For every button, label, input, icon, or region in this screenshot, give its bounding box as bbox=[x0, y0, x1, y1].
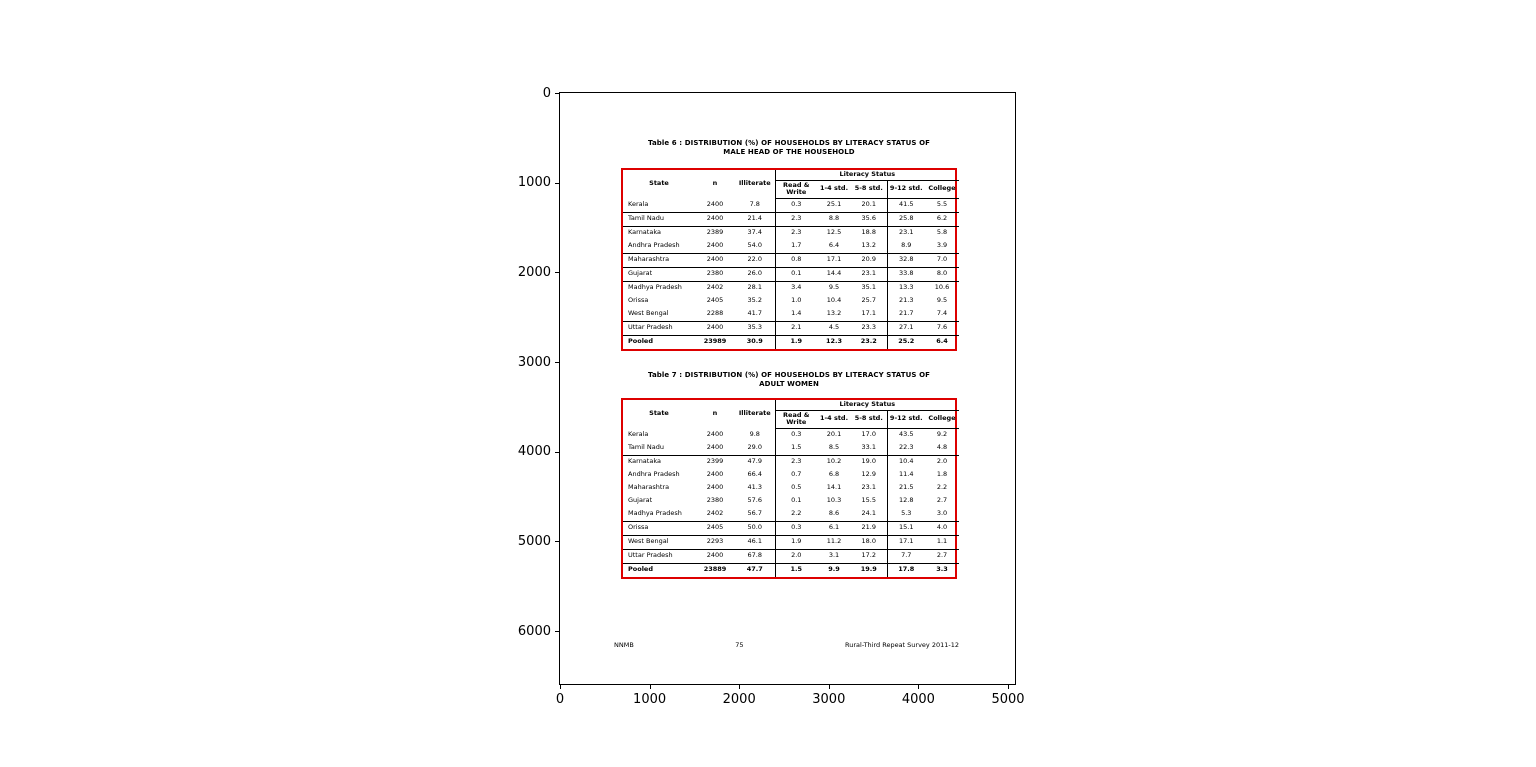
page-footer bbox=[614, 641, 959, 649]
y-tick-mark bbox=[555, 631, 560, 632]
y-tick-mark bbox=[555, 93, 560, 94]
state-name-cell: Andhra Pradesh bbox=[623, 240, 695, 254]
value-cell: 11.2 bbox=[817, 535, 851, 549]
column-header: State bbox=[649, 409, 669, 418]
value-cell: 23.2 bbox=[860, 337, 877, 346]
table7 bbox=[623, 400, 959, 576]
value-cell: 10.4 bbox=[887, 455, 925, 469]
state-row bbox=[623, 212, 959, 226]
column-header: Read & Write bbox=[775, 180, 817, 198]
value-cell: 6.4 bbox=[936, 337, 948, 346]
value-cell: 66.4 bbox=[747, 470, 762, 479]
y-tick-label: 3000 bbox=[517, 354, 551, 370]
pooled-row bbox=[623, 335, 959, 349]
state-name-cell: Pooled bbox=[628, 337, 653, 346]
value-cell: 2402 bbox=[706, 283, 724, 292]
value-cell: 17.2 bbox=[851, 549, 887, 563]
state-name-cell: West Bengal bbox=[623, 308, 695, 322]
footer-page-number: 75 bbox=[735, 641, 744, 649]
column-header: 5-8 std. bbox=[851, 410, 887, 428]
table6-title-line2: MALE HEAD OF THE HOUSEHOLD bbox=[723, 148, 855, 157]
value-cell: 27.1 bbox=[887, 321, 925, 335]
value-cell: 30.9 bbox=[746, 337, 763, 346]
state-name-cell: Karnataka bbox=[628, 228, 661, 237]
value-cell: 1.5 bbox=[775, 563, 817, 577]
value-cell: 2400 bbox=[706, 483, 724, 492]
value-cell: 9.5 bbox=[936, 296, 948, 305]
pooled-row bbox=[623, 563, 959, 577]
value-cell: 1.5 bbox=[775, 442, 817, 456]
state-row bbox=[623, 508, 959, 522]
value-cell: 23.1 bbox=[851, 267, 887, 281]
value-cell: 13.3 bbox=[887, 281, 925, 295]
value-cell: 9.5 bbox=[828, 283, 840, 292]
value-cell: 13.2 bbox=[851, 240, 887, 254]
table6-red-border bbox=[621, 168, 957, 350]
y-tick-label: 4000 bbox=[517, 444, 551, 460]
value-cell: 47.9 bbox=[747, 457, 762, 466]
column-header: 9-12 std. bbox=[887, 410, 925, 428]
value-cell: 1.7 bbox=[775, 240, 817, 254]
state-row bbox=[623, 521, 959, 535]
value-cell: 15.1 bbox=[887, 521, 925, 535]
column-header: College bbox=[925, 180, 959, 198]
x-tick-label: 0 bbox=[555, 692, 565, 707]
value-cell: 35.6 bbox=[851, 212, 887, 226]
state-row bbox=[623, 482, 959, 495]
state-row bbox=[623, 321, 959, 335]
value-cell: 2380 bbox=[706, 496, 724, 505]
value-cell: 46.1 bbox=[735, 535, 775, 549]
column-header: 1-4 std. bbox=[817, 410, 851, 428]
state-row bbox=[623, 535, 959, 549]
state-row bbox=[623, 549, 959, 563]
state-name-cell: Gujarat bbox=[623, 267, 695, 281]
value-cell: 2293 bbox=[695, 535, 735, 549]
state-row bbox=[623, 253, 959, 267]
state-name-cell: Karnataka bbox=[628, 457, 661, 466]
table6-block bbox=[621, 139, 957, 351]
value-cell: 18.8 bbox=[861, 228, 876, 237]
column-header: n bbox=[712, 409, 718, 418]
footer-left: NNMB bbox=[614, 641, 634, 649]
value-cell: 23.1 bbox=[887, 226, 925, 240]
x-tick-mark bbox=[650, 684, 651, 689]
state-name-cell: Maharashtra bbox=[628, 483, 670, 492]
state-name-cell: Orissa bbox=[623, 521, 695, 535]
literacy-status-group-header: Literacy Status bbox=[775, 170, 959, 180]
value-cell: 2.1 bbox=[775, 321, 817, 335]
value-cell: 2.3 bbox=[775, 212, 817, 226]
value-cell: 13.2 bbox=[817, 308, 851, 322]
value-cell: 7.0 bbox=[925, 253, 959, 267]
state-row bbox=[623, 495, 959, 508]
state-name-cell: Uttar Pradesh bbox=[623, 549, 695, 563]
value-cell: 15.5 bbox=[861, 496, 876, 505]
value-cell: 2.0 bbox=[936, 457, 948, 466]
state-name-cell: Andhra Pradesh bbox=[628, 470, 680, 479]
x-tick-mark bbox=[560, 684, 561, 689]
value-cell: 21.5 bbox=[887, 482, 925, 495]
value-cell: 25.2 bbox=[887, 335, 925, 349]
state-row bbox=[623, 308, 959, 322]
state-name-cell: Orissa bbox=[628, 296, 649, 305]
value-cell: 2400 bbox=[695, 240, 735, 254]
state-row bbox=[623, 267, 959, 281]
value-cell: 17.1 bbox=[817, 253, 851, 267]
value-cell: 2400 bbox=[706, 470, 724, 479]
value-cell: 14.4 bbox=[817, 267, 851, 281]
value-cell: 7.6 bbox=[925, 321, 959, 335]
state-name-cell: Gujarat bbox=[628, 496, 653, 505]
value-cell: 2.0 bbox=[775, 549, 817, 563]
value-cell: 56.7 bbox=[735, 508, 775, 522]
value-cell: 5.3 bbox=[887, 508, 925, 522]
value-cell: 2288 bbox=[695, 308, 735, 322]
value-cell: 6.1 bbox=[817, 521, 851, 535]
x-tick-label: 4000 bbox=[901, 692, 935, 707]
value-cell: 10.2 bbox=[826, 457, 842, 466]
table6-title bbox=[621, 139, 957, 157]
y-tick-mark bbox=[555, 272, 560, 273]
value-cell: 0.1 bbox=[775, 267, 817, 281]
value-cell: 14.1 bbox=[826, 483, 842, 492]
y-tick-label: 5000 bbox=[517, 533, 551, 549]
value-cell: 57.6 bbox=[747, 496, 762, 505]
value-cell: 2400 bbox=[695, 549, 735, 563]
value-cell: 35.1 bbox=[861, 283, 876, 292]
value-cell: 10.6 bbox=[934, 283, 950, 292]
y-tick-mark bbox=[555, 452, 560, 453]
column-header: Illiterate bbox=[738, 409, 771, 418]
plot-area bbox=[517, 85, 1025, 707]
value-cell: 20.1 bbox=[826, 430, 842, 439]
value-cell: 0.5 bbox=[775, 482, 817, 495]
value-cell: 6.8 bbox=[828, 470, 840, 479]
state-name-cell: Madhya Pradesh bbox=[623, 508, 695, 522]
state-name-cell: Pooled bbox=[628, 565, 653, 574]
value-cell: 2.2 bbox=[775, 508, 817, 522]
value-cell: 9.8 bbox=[749, 430, 760, 439]
value-cell: 5.5 bbox=[925, 198, 959, 212]
value-cell: 0.1 bbox=[775, 495, 817, 508]
value-cell: 4.0 bbox=[925, 521, 959, 535]
value-cell: 23889 bbox=[703, 565, 727, 574]
value-cell: 11.4 bbox=[887, 469, 925, 482]
value-cell: 2.2 bbox=[936, 483, 948, 492]
value-cell: 37.4 bbox=[747, 228, 762, 237]
value-cell: 4.8 bbox=[925, 442, 959, 456]
value-cell: 21.3 bbox=[887, 295, 925, 308]
y-tick-label: 0 bbox=[542, 85, 551, 101]
value-cell: 23.1 bbox=[861, 483, 876, 492]
value-cell: 12.5 bbox=[826, 228, 842, 237]
y-tick-label: 2000 bbox=[517, 264, 551, 280]
value-cell: 25.8 bbox=[887, 212, 925, 226]
y-tick-label: 1000 bbox=[517, 175, 551, 191]
value-cell: 2405 bbox=[706, 296, 724, 305]
table7-title bbox=[621, 371, 957, 389]
state-row bbox=[623, 226, 959, 240]
value-cell: 2.7 bbox=[925, 549, 959, 563]
state-name-cell: West Bengal bbox=[623, 535, 695, 549]
state-name-cell: Tamil Nadu bbox=[623, 442, 695, 456]
value-cell: 2400 bbox=[706, 430, 724, 439]
value-cell: 4.5 bbox=[817, 321, 851, 335]
state-row bbox=[623, 281, 959, 295]
value-cell: 1.8 bbox=[936, 470, 948, 479]
column-header: 1-4 std. bbox=[817, 180, 851, 198]
value-cell: 47.7 bbox=[746, 565, 763, 574]
value-cell: 12.8 bbox=[887, 495, 925, 508]
value-cell: 22.3 bbox=[887, 442, 925, 456]
x-tick-mark bbox=[918, 684, 919, 689]
value-cell: 20.9 bbox=[851, 253, 887, 267]
state-name-cell: Kerala bbox=[623, 198, 695, 212]
value-cell: 35.2 bbox=[747, 296, 762, 305]
value-cell: 0.3 bbox=[775, 428, 817, 442]
value-cell: 6.2 bbox=[925, 212, 959, 226]
value-cell: 2402 bbox=[695, 508, 735, 522]
value-cell: 19.0 bbox=[861, 457, 876, 466]
value-cell: 17.1 bbox=[887, 535, 925, 549]
value-cell: 1.4 bbox=[775, 308, 817, 322]
value-cell: 8.0 bbox=[925, 267, 959, 281]
value-cell: 8.8 bbox=[817, 212, 851, 226]
y-tick-mark bbox=[555, 541, 560, 542]
value-cell: 0.3 bbox=[775, 198, 817, 212]
column-header: State bbox=[649, 179, 669, 188]
value-cell: 2.3 bbox=[775, 455, 817, 469]
state-row bbox=[623, 295, 959, 308]
table7-title-line1: Table 7 : DISTRIBUTION (%) OF HOUSEHOLDS BY LITERACY STATUS OF bbox=[647, 371, 931, 379]
state-row bbox=[623, 198, 959, 212]
value-cell: 18.0 bbox=[851, 535, 887, 549]
value-cell: 25.7 bbox=[861, 296, 876, 305]
value-cell: 3.0 bbox=[925, 508, 959, 522]
value-cell: 3.1 bbox=[817, 549, 851, 563]
column-header: Illiterate bbox=[738, 179, 771, 188]
state-row bbox=[623, 455, 959, 469]
value-cell: 35.3 bbox=[735, 321, 775, 335]
value-cell: 23989 bbox=[703, 337, 727, 346]
y-tick-mark bbox=[555, 183, 560, 184]
x-tick-label: 3000 bbox=[812, 692, 846, 707]
value-cell: 0.8 bbox=[775, 253, 817, 267]
state-row bbox=[623, 442, 959, 456]
x-tick-label: 1000 bbox=[633, 692, 667, 707]
value-cell: 2400 bbox=[695, 253, 735, 267]
value-cell: 3.9 bbox=[925, 240, 959, 254]
value-cell: 7.8 bbox=[735, 198, 775, 212]
value-cell: 2.3 bbox=[775, 226, 817, 240]
value-cell: 2.7 bbox=[936, 496, 948, 505]
state-name-cell: Kerala bbox=[628, 430, 649, 439]
value-cell: 25.1 bbox=[817, 198, 851, 212]
value-cell: 22.0 bbox=[735, 253, 775, 267]
value-cell: 33.1 bbox=[851, 442, 887, 456]
value-cell: 10.3 bbox=[826, 496, 842, 505]
value-cell: 2400 bbox=[695, 212, 735, 226]
value-cell: 6.4 bbox=[817, 240, 851, 254]
footer-right: Rural-Third Repeat Survey 2011-12 bbox=[845, 641, 959, 649]
x-tick-label: 5000 bbox=[991, 692, 1025, 707]
value-cell: 12.9 bbox=[861, 470, 876, 479]
value-cell: 7.4 bbox=[925, 308, 959, 322]
value-cell: 50.0 bbox=[735, 521, 775, 535]
value-cell: 0.3 bbox=[775, 521, 817, 535]
value-cell: 10.4 bbox=[826, 296, 842, 305]
value-cell: 7.7 bbox=[887, 549, 925, 563]
x-tick-label: 2000 bbox=[722, 692, 756, 707]
column-header: Read & Write bbox=[775, 410, 817, 428]
value-cell: 28.1 bbox=[747, 283, 762, 292]
value-cell: 12.3 bbox=[825, 337, 843, 346]
value-cell: 1.1 bbox=[925, 535, 959, 549]
value-cell: 17.0 bbox=[861, 430, 876, 439]
value-cell: 1.9 bbox=[775, 335, 817, 349]
value-cell: 21.7 bbox=[887, 308, 925, 322]
value-cell: 2399 bbox=[706, 457, 724, 466]
value-cell: 20.1 bbox=[851, 198, 887, 212]
value-cell: 32.8 bbox=[887, 253, 925, 267]
state-row bbox=[623, 428, 959, 442]
value-cell: 5.8 bbox=[936, 228, 948, 237]
column-header: 9-12 std. bbox=[887, 180, 925, 198]
value-cell: 1.0 bbox=[775, 295, 817, 308]
value-cell: 9.2 bbox=[936, 430, 948, 439]
literacy-status-group-header: Literacy Status bbox=[775, 400, 959, 410]
value-cell: 41.3 bbox=[747, 483, 762, 492]
value-cell: 2400 bbox=[695, 442, 735, 456]
table6-title-line1: Table 6 : DISTRIBUTION (%) OF HOUSEHOLDS BY LITERACY STATUS OF bbox=[647, 139, 931, 147]
value-cell: 2380 bbox=[695, 267, 735, 281]
value-cell: 29.0 bbox=[735, 442, 775, 456]
x-tick-mark bbox=[829, 684, 830, 689]
state-name-cell: Tamil Nadu bbox=[623, 212, 695, 226]
value-cell: 1.9 bbox=[775, 535, 817, 549]
value-cell: 43.5 bbox=[887, 428, 925, 442]
table7-title-line2: ADULT WOMEN bbox=[759, 380, 819, 389]
x-tick-mark bbox=[739, 684, 740, 689]
value-cell: 54.0 bbox=[735, 240, 775, 254]
value-cell: 19.9 bbox=[860, 565, 877, 574]
state-row bbox=[623, 469, 959, 482]
y-tick-mark bbox=[555, 362, 560, 363]
value-cell: 17.8 bbox=[887, 563, 925, 577]
value-cell: 24.1 bbox=[851, 508, 887, 522]
column-header: 5-8 std. bbox=[851, 180, 887, 198]
value-cell: 67.8 bbox=[735, 549, 775, 563]
value-cell: 8.9 bbox=[887, 240, 925, 254]
value-cell: 2400 bbox=[695, 321, 735, 335]
state-row bbox=[623, 240, 959, 254]
value-cell: 3.4 bbox=[775, 281, 817, 295]
value-cell: 0.7 bbox=[775, 469, 817, 482]
state-name-cell: Uttar Pradesh bbox=[623, 321, 695, 335]
state-name-cell: Maharashtra bbox=[623, 253, 695, 267]
value-cell: 2400 bbox=[695, 198, 735, 212]
value-cell: 3.3 bbox=[936, 565, 948, 574]
value-cell: 2389 bbox=[706, 228, 724, 237]
value-cell: 41.5 bbox=[887, 198, 925, 212]
x-tick-mark bbox=[1008, 684, 1009, 689]
value-cell: 9.9 bbox=[828, 565, 840, 574]
value-cell: 33.8 bbox=[887, 267, 925, 281]
value-cell: 8.5 bbox=[817, 442, 851, 456]
column-header: n bbox=[712, 179, 718, 188]
value-cell: 21.9 bbox=[851, 521, 887, 535]
column-header: College bbox=[925, 410, 959, 428]
value-cell: 21.4 bbox=[735, 212, 775, 226]
value-cell: 23.3 bbox=[851, 321, 887, 335]
table6 bbox=[623, 170, 959, 348]
value-cell: 26.0 bbox=[735, 267, 775, 281]
table7-block bbox=[621, 371, 957, 579]
value-cell: 41.7 bbox=[735, 308, 775, 322]
table7-red-border bbox=[621, 398, 957, 578]
state-name-cell: Madhya Pradesh bbox=[628, 283, 682, 292]
value-cell: 2405 bbox=[695, 521, 735, 535]
value-cell: 17.1 bbox=[851, 308, 887, 322]
value-cell: 8.6 bbox=[817, 508, 851, 522]
y-tick-label: 6000 bbox=[517, 623, 551, 639]
